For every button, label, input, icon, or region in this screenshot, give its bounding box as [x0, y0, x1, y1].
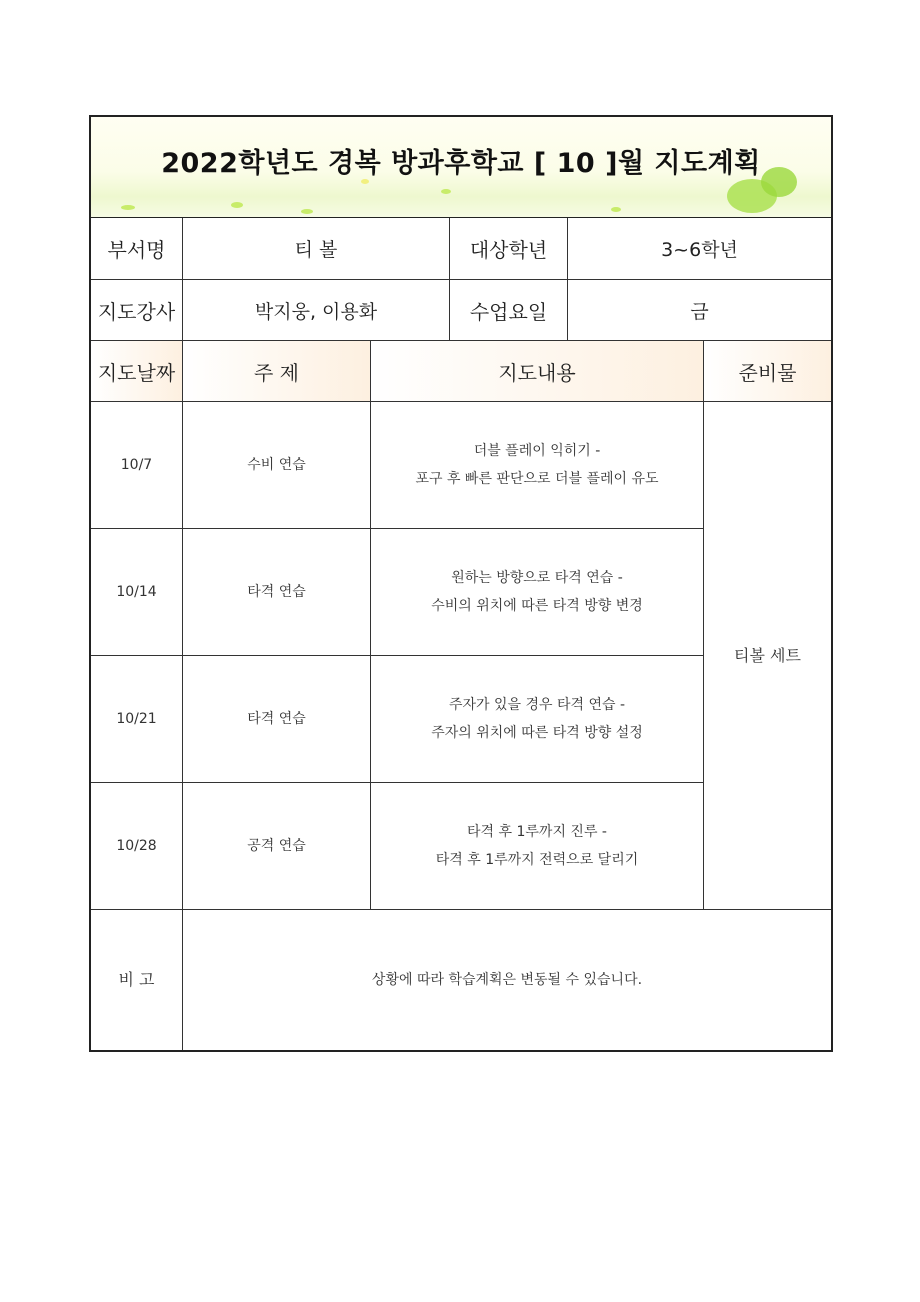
row-date: 10/14	[91, 529, 183, 656]
content-line: 수비의 위치에 따른 타격 방향 변경	[431, 598, 643, 614]
remark-text: 상황에 따라 학습계획은 변동될 수 있습니다.	[371, 972, 643, 988]
row-topic: 공격 연습	[183, 783, 371, 910]
header-materials: 준비물	[704, 341, 831, 402]
row-topic: 타격 연습	[183, 656, 371, 783]
row-topic: 수비 연습	[183, 402, 371, 529]
day-value: 금	[568, 280, 831, 341]
page-title: 2022학년도 경복 방과후학교 [ 10 ]월 지도계획	[161, 147, 761, 179]
header-topic: 주 제	[183, 341, 371, 402]
decor-dot	[611, 207, 621, 212]
decor-dot	[361, 179, 369, 184]
dept-label: 부서명	[91, 218, 183, 280]
decor-dot	[441, 189, 451, 194]
day-label: 수업요일	[450, 280, 568, 341]
content-line: 주자의 위치에 따른 타격 방향 설정	[431, 725, 643, 741]
decor-dot	[121, 205, 135, 210]
content-line: 더블 플레이 익히기 -	[473, 443, 601, 459]
title-banner	[91, 117, 831, 218]
lesson-plan-table	[89, 115, 833, 1052]
header-content: 지도내용	[371, 341, 704, 402]
decor-dot	[231, 202, 243, 208]
content-line: 주자가 있을 경우 타격 연습 -	[448, 697, 626, 713]
dept-value: 티 볼	[183, 218, 450, 280]
materials-value: 티볼 세트	[704, 402, 831, 910]
header-date: 지도날짜	[91, 341, 183, 402]
remark-label: 비 고	[91, 910, 183, 1050]
row-content	[371, 529, 704, 656]
row-date: 10/28	[91, 783, 183, 910]
row-date: 10/7	[91, 402, 183, 529]
grade-value: 3~6학년	[568, 218, 831, 280]
content-line: 타격 후 1루까지 전력으로 달리기	[435, 852, 639, 868]
row-topic: 타격 연습	[183, 529, 371, 656]
grade-label: 대상학년	[450, 218, 568, 280]
content-line: 포구 후 빠른 판단으로 더블 플레이 유도	[415, 471, 659, 487]
row-content	[371, 402, 704, 529]
teacher-value: 박지웅, 이용화	[183, 280, 450, 341]
teacher-label: 지도강사	[91, 280, 183, 341]
row-content	[371, 783, 704, 910]
decor-dot	[301, 209, 313, 214]
content-line: 원하는 방향으로 타격 연습 -	[451, 570, 623, 586]
clover-icon	[761, 167, 797, 197]
row-date: 10/21	[91, 656, 183, 783]
content-line: 타격 후 1루까지 진루 -	[467, 824, 607, 840]
row-content	[371, 656, 704, 783]
